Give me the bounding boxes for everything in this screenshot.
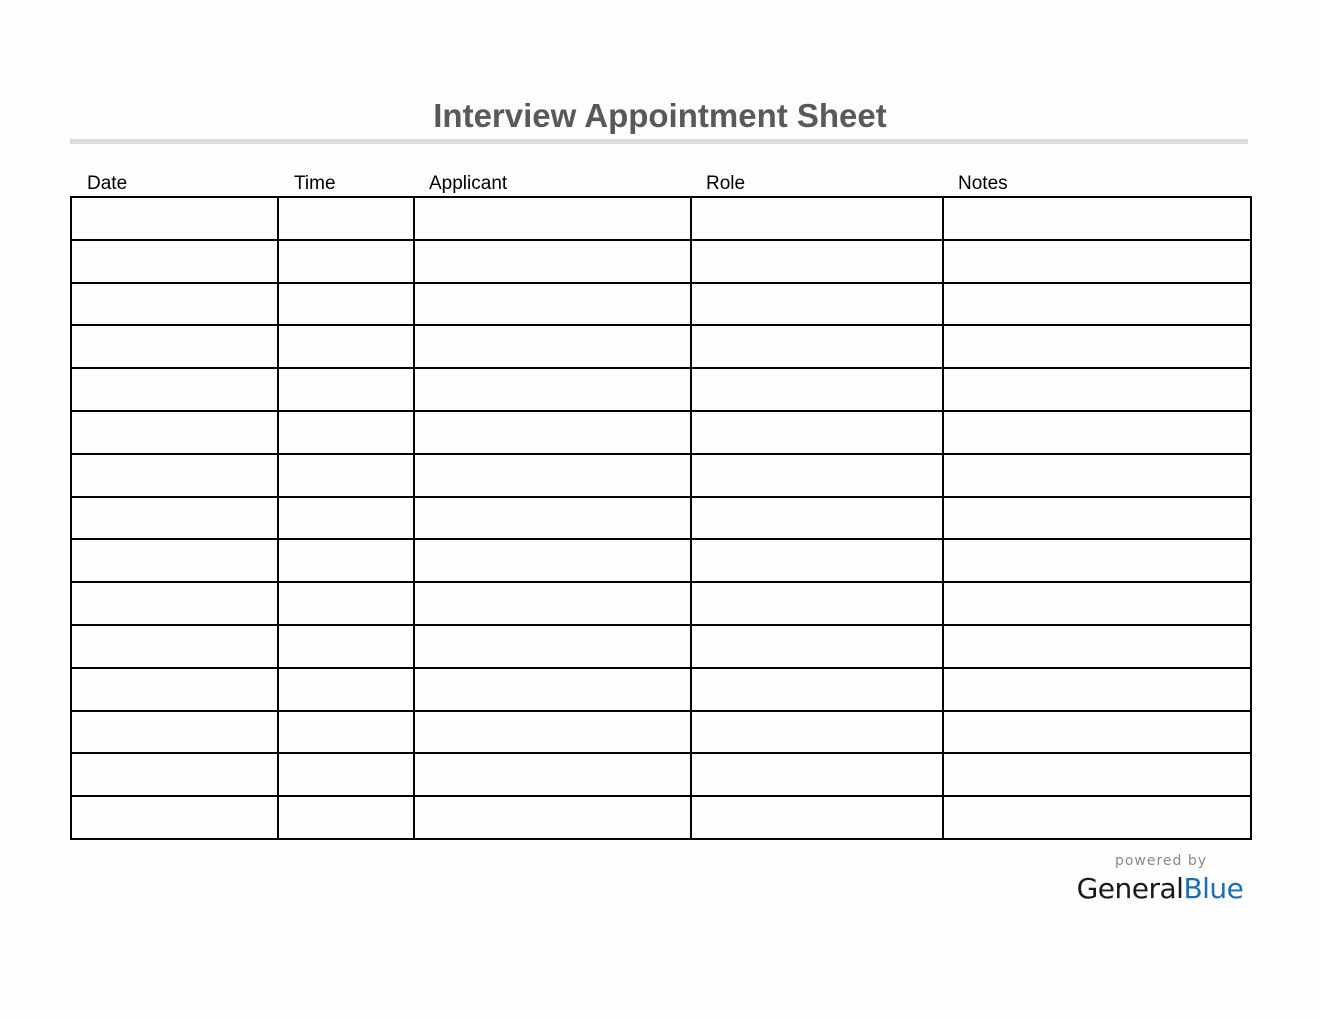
- column-header-date: Date: [87, 173, 128, 194]
- brand-logo: [1070, 872, 1250, 906]
- table-cell-notes[interactable]: [943, 582, 1251, 625]
- table-row: [71, 283, 1251, 326]
- table-row: [71, 411, 1251, 454]
- table-cell-time[interactable]: [278, 197, 414, 240]
- table-cell-date[interactable]: [71, 368, 278, 411]
- table-cell-applicant[interactable]: [414, 539, 691, 582]
- table-cell-time[interactable]: [278, 325, 414, 368]
- column-header-role: Role: [706, 173, 746, 194]
- table-row: [71, 668, 1251, 711]
- table-cell-role[interactable]: [691, 325, 943, 368]
- table-cell-date[interactable]: [71, 668, 278, 711]
- table-cell-date[interactable]: [71, 582, 278, 625]
- table-cell-notes[interactable]: [943, 625, 1251, 668]
- table-cell-time[interactable]: [278, 625, 414, 668]
- table-cell-role[interactable]: [691, 796, 943, 839]
- table-cell-role[interactable]: [691, 411, 943, 454]
- table-cell-notes[interactable]: [943, 497, 1251, 540]
- table-cell-time[interactable]: [278, 668, 414, 711]
- table-cell-notes[interactable]: [943, 753, 1251, 796]
- table-cell-applicant[interactable]: [414, 368, 691, 411]
- table-cell-role[interactable]: [691, 197, 943, 240]
- table-cell-notes[interactable]: [943, 325, 1251, 368]
- table-row: [71, 539, 1251, 582]
- table-cell-role[interactable]: [691, 454, 943, 497]
- table-row: [71, 197, 1251, 240]
- table-cell-role[interactable]: [691, 539, 943, 582]
- table-cell-applicant[interactable]: [414, 454, 691, 497]
- table-cell-time[interactable]: [278, 753, 414, 796]
- table-cell-role[interactable]: [691, 283, 943, 326]
- table-cell-time[interactable]: [278, 582, 414, 625]
- powered-by-text: powered by: [1114, 853, 1208, 869]
- table-cell-date[interactable]: [71, 325, 278, 368]
- table-cell-notes[interactable]: [943, 368, 1251, 411]
- table-cell-role[interactable]: [691, 711, 943, 754]
- table-cell-notes[interactable]: [943, 539, 1251, 582]
- table-cell-applicant[interactable]: [414, 240, 691, 283]
- table-row: [71, 582, 1251, 625]
- table-cell-date[interactable]: [71, 625, 278, 668]
- table-cell-applicant[interactable]: [414, 668, 691, 711]
- table-row: [71, 240, 1251, 283]
- table-cell-applicant[interactable]: [414, 411, 691, 454]
- table-cell-date[interactable]: [71, 753, 278, 796]
- table-row: [71, 625, 1251, 668]
- table-cell-role[interactable]: [691, 497, 943, 540]
- appointment-table: [70, 196, 1248, 840]
- table-cell-date[interactable]: [71, 711, 278, 754]
- table-cell-time[interactable]: [278, 240, 414, 283]
- table-row: [71, 454, 1251, 497]
- table-cell-notes[interactable]: [943, 796, 1251, 839]
- table-row: [71, 796, 1251, 839]
- table-cell-date[interactable]: [71, 411, 278, 454]
- column-header-time: Time: [294, 173, 336, 194]
- column-header-notes: Notes: [958, 173, 1008, 194]
- table-cell-date[interactable]: [71, 497, 278, 540]
- table-cell-notes[interactable]: [943, 454, 1251, 497]
- brand-name-blue: Blue: [1183, 872, 1244, 905]
- column-header-applicant: Applicant: [429, 173, 508, 194]
- table-cell-applicant[interactable]: [414, 625, 691, 668]
- table-cell-applicant[interactable]: [414, 325, 691, 368]
- table-cell-role[interactable]: [691, 368, 943, 411]
- table-cell-applicant[interactable]: [414, 711, 691, 754]
- table-cell-date[interactable]: [71, 283, 278, 326]
- table-cell-role[interactable]: [691, 625, 943, 668]
- table-cell-notes[interactable]: [943, 240, 1251, 283]
- powered-by-logo: [1070, 850, 1250, 906]
- table-cell-applicant[interactable]: [414, 283, 691, 326]
- title-divider: [70, 139, 1248, 144]
- table-row: [71, 325, 1251, 368]
- table-row: [71, 497, 1251, 540]
- table-cell-time[interactable]: [278, 711, 414, 754]
- table-cell-notes[interactable]: [943, 668, 1251, 711]
- table-cell-notes[interactable]: [943, 197, 1251, 240]
- table-row: [71, 753, 1251, 796]
- table-cell-date[interactable]: [71, 539, 278, 582]
- table-cell-role[interactable]: [691, 668, 943, 711]
- table-cell-notes[interactable]: [943, 283, 1251, 326]
- page-title: Interview Appointment Sheet: [433, 97, 887, 134]
- brand-name-general: General: [1076, 872, 1184, 905]
- table-cell-date[interactable]: [71, 454, 278, 497]
- table-cell-role[interactable]: [691, 240, 943, 283]
- table-cell-time[interactable]: [278, 796, 414, 839]
- table-row: [71, 368, 1251, 411]
- table-row: [71, 711, 1251, 754]
- table-cell-applicant[interactable]: [414, 197, 691, 240]
- table-cell-date[interactable]: [71, 796, 278, 839]
- table-cell-notes[interactable]: [943, 711, 1251, 754]
- table-cell-applicant[interactable]: [414, 796, 691, 839]
- table-cell-applicant[interactable]: [414, 582, 691, 625]
- table-cell-time[interactable]: [278, 454, 414, 497]
- table-cell-date[interactable]: [71, 197, 278, 240]
- table-cell-notes[interactable]: [943, 411, 1251, 454]
- table-cell-role[interactable]: [691, 582, 943, 625]
- table-cell-applicant[interactable]: [414, 753, 691, 796]
- table-cell-time[interactable]: [278, 411, 414, 454]
- table-cell-date[interactable]: [71, 240, 278, 283]
- table-cell-time[interactable]: [278, 497, 414, 540]
- table-cell-time[interactable]: [278, 539, 414, 582]
- table-cell-time[interactable]: [278, 368, 414, 411]
- table-cell-applicant[interactable]: [414, 497, 691, 540]
- table-cell-time[interactable]: [278, 283, 414, 326]
- table-cell-role[interactable]: [691, 753, 943, 796]
